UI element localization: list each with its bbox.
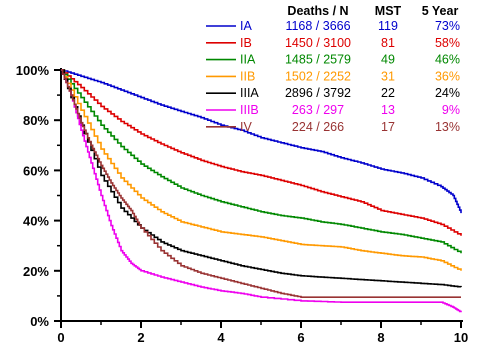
- legend-deaths-n-ib: 1450 / 3100: [284, 35, 352, 50]
- legend-five-year-iv: 13%: [434, 119, 460, 134]
- legend-mst-ib: 81: [381, 35, 395, 50]
- series-lines: [61, 70, 461, 312]
- series-line-iv: [61, 70, 461, 297]
- legend-five-year-iia: 46%: [434, 52, 460, 67]
- series-line-iia: [61, 70, 461, 253]
- legend-header-five-year: 5 Year: [421, 4, 459, 18]
- x-tick-label: 6: [297, 330, 305, 345]
- x-tick-label: 2: [137, 330, 145, 345]
- y-tick-label: 20%: [22, 263, 49, 279]
- x-tick-label: 4: [217, 330, 225, 345]
- legend-mst-iia: 49: [381, 52, 395, 67]
- legend-label-iiib: IIIB: [240, 103, 259, 117]
- legend-header-mst: MST: [374, 4, 402, 18]
- y-tick-label: 0%: [30, 314, 49, 329]
- legend: [206, 4, 460, 134]
- legend-label-iib: IIB: [240, 69, 256, 84]
- legend-deaths-n-iiib: 263 / 297: [291, 103, 345, 117]
- legend-label-iiia: IIIA: [240, 86, 259, 101]
- legend-mst-iiib: 13: [381, 103, 395, 117]
- legend-label-iv: IV: [240, 119, 252, 134]
- legend-mst-ia: 119: [378, 19, 398, 33]
- legend-mst-iib: 31: [381, 69, 395, 84]
- y-tick-label: 60%: [22, 163, 49, 179]
- legend-deaths-n-iiia: 2896 / 3792: [284, 86, 352, 101]
- legend-deaths-n-ia: 1168 / 3666: [285, 19, 351, 33]
- legend-label-iia: IIA: [240, 52, 256, 67]
- y-tick-label: 80%: [22, 113, 49, 129]
- x-tick-label: 8: [377, 330, 385, 345]
- y-tick-label: 40%: [22, 213, 49, 229]
- legend-deaths-n-iv: 224 / 266: [291, 119, 345, 134]
- legend-header-deaths-n: Deaths / N: [287, 4, 349, 18]
- legend-mst-iiia: 22: [381, 86, 395, 101]
- series-line-iib: [61, 70, 461, 271]
- legend-five-year-ib: 58%: [434, 35, 460, 50]
- legend-label-ia: IA: [240, 19, 252, 33]
- x-tick-label: 0: [57, 330, 65, 345]
- series-line-iiib: [61, 70, 461, 312]
- legend-deaths-n-iia: 1485 / 2579: [284, 52, 352, 67]
- legend-deaths-n-iib: 1502 / 2252: [284, 69, 352, 84]
- legend-five-year-ia: 73%: [434, 19, 460, 33]
- series-line-ia: [61, 70, 461, 213]
- y-tick-label: 100%: [15, 63, 49, 78]
- legend-five-year-iiia: 24%: [434, 86, 460, 101]
- legend-mst-iv: 17: [381, 119, 395, 134]
- legend-label-ib: IB: [240, 35, 252, 50]
- x-tick-label: 10: [453, 330, 469, 345]
- legend-five-year-iiib: 9%: [441, 103, 460, 117]
- legend-five-year-iib: 36%: [434, 69, 460, 84]
